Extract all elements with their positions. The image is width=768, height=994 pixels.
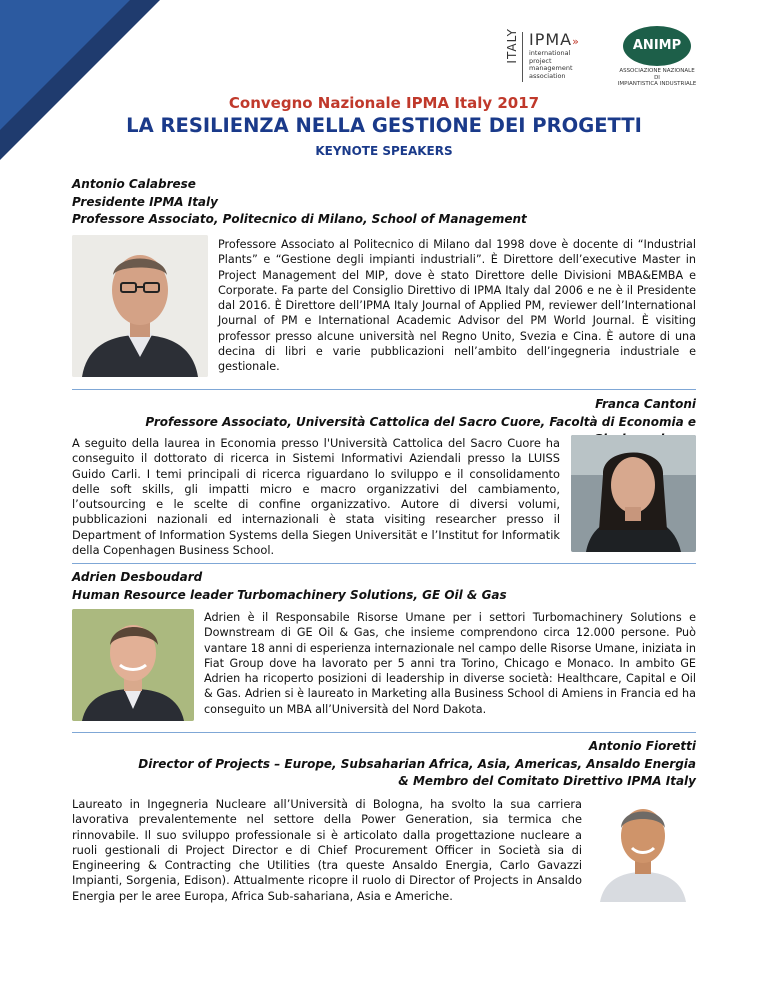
ipma-logo: ITALY IPMA» international project management association — [505, 28, 613, 88]
speaker-2-header: Franca Cantoni Professore Associato, Università Cattolica del Sacro Cuore, Facoltà di Economia e — [72, 396, 696, 449]
speaker-3-bio: Adrien è il Responsabile Risorse Umane per i settori Turbomachinery Solutions e Downstream di GE Oil & Gas, che insieme comprendono circa 12.000 persone. Può vantare 18 anni di esperienza internazionale nel campo delle Risorse Umane, iniziata in Fiat Group dove ha lavorato per 5 anni tra Torino, Chicago e Monaco. In ambito GE Adrien ha ricoperto posizioni di leadership in diverse società: Healthcare, Capital e Oil & Gas. Adrien si è laureato in Marketing alla Business School di Amiens in Francia ed ha conseguito un MBA all’Università del Nord Dakota. — [204, 611, 696, 716]
speaker-name: Antonio Fioretti — [588, 739, 696, 753]
animp-name: ANIMP — [623, 26, 691, 66]
speaker-4-header: Antonio Fioretti Director of Projects – Europe, Subsaharian Africa, Asia, Americas, Ansaldo Energia & Membro del Comitato Direttivo IPMA Italy — [72, 738, 696, 791]
speaker-2-bio: A seguito della laurea in Economia presso l'Università Cattolica del Sacro Cuore ha conseguito il dottorato di ricerca in Sistemi Informativi Aziendali presso la LUISS Guido Carli. I temi principali di ricerca riguardano lo sviluppo e il consolidamento delle soft skills, gli impatti micro e macro organizzativi del cambiamento, l’outsourcing e le scelte di confine organizzativo. Autore di diversi volumi, pubblicazioni nazionali ed internazionali è stata visiting researcher presso il Department of Information Systems della Siegen Universität e l’Institut for Informatik della Copenhagen Business School. — [72, 436, 560, 558]
speaker-3-photo — [72, 609, 194, 721]
ipma-name: IPMA — [529, 30, 573, 49]
animp-logo: ANIMP ASSOCIAZIONE NAZIONALE DI IMPIANTISTICA INDUSTRIALE — [617, 26, 697, 88]
divider — [72, 732, 696, 733]
page-title: LA RESILIENZA NELLA GESTIONE DEI PROGETTI — [126, 114, 642, 137]
ipma-country: ITALY — [505, 28, 519, 64]
speaker-name: Adrien Desboudard — [72, 570, 203, 584]
speaker-name: Franca Cantoni — [595, 397, 696, 411]
speaker-4-bio: Laureato in Ingegneria Nucleare all’Università di Bologna, ha svolto la sua carriera lavorativa prevalentemente nel settore della Power Generation, sia termica che rinnovabile. Il suo sviluppo professionale si è articolato dalla progettazione nucleare a ruoli gestionali di Project Director e di Chief Procurement Officer in Società sia di Engineering & Contracting che Utilities (tra queste Ansaldo Energia, Carlo Gavazzi Impianti, Sorgenia, Edison). Attualmente ricopre il ruolo di Director of Projects in Ansaldo Energia per le aree Europa, Africa Sub-sahariana, Asia e Americhe. — [72, 797, 582, 903]
speaker-3-header: Adrien Desboudard Human Resource leader Turbomachinery Solutions, GE Oil & Gas — [72, 570, 507, 602]
speaker-1-photo — [72, 235, 208, 377]
divider — [72, 389, 696, 390]
section-subtitle: KEYNOTE SPEAKERS — [315, 144, 453, 158]
divider — [72, 563, 696, 564]
chevron-icon: » — [572, 35, 580, 48]
speaker-name: Antonio Calabrese — [72, 177, 196, 191]
speaker-1-bio: Professore Associato al Politecnico di Milano dal 1998 dove è docente di “Industrial Plants” e “Gestione degli impianti industriali”. È Direttore dell’executive Master in Project Management del MIP, dove è stato Direttore delle Divisioni MBA&EMBA e Corporate. Fa parte del Consiglio Direttivo di IPMA Italy dal 2006 e ne è il Presidente dal 2016. È Direttore dell’IPMA Italy Journal of Applied PM, reviewer dell’International Journal of PM e International Academic Advisor del PM World Journal. È visiting professor presso alcune università nel Regno Unito, Svezia e Cina. È autore di una decina di libri e varie pubblicazioni nell’ambito dell’ingegneria industriale e gestionale. — [218, 238, 696, 374]
speaker-2-photo — [571, 435, 696, 552]
event-name: Convegno Nazionale IPMA Italy 2017 — [228, 94, 540, 112]
speaker-4-photo — [590, 796, 696, 902]
speaker-1-header: Antonio Calabrese Presidente IPMA Italy Professore Associato, Politecnico di Milano, School of Management — [72, 177, 527, 226]
